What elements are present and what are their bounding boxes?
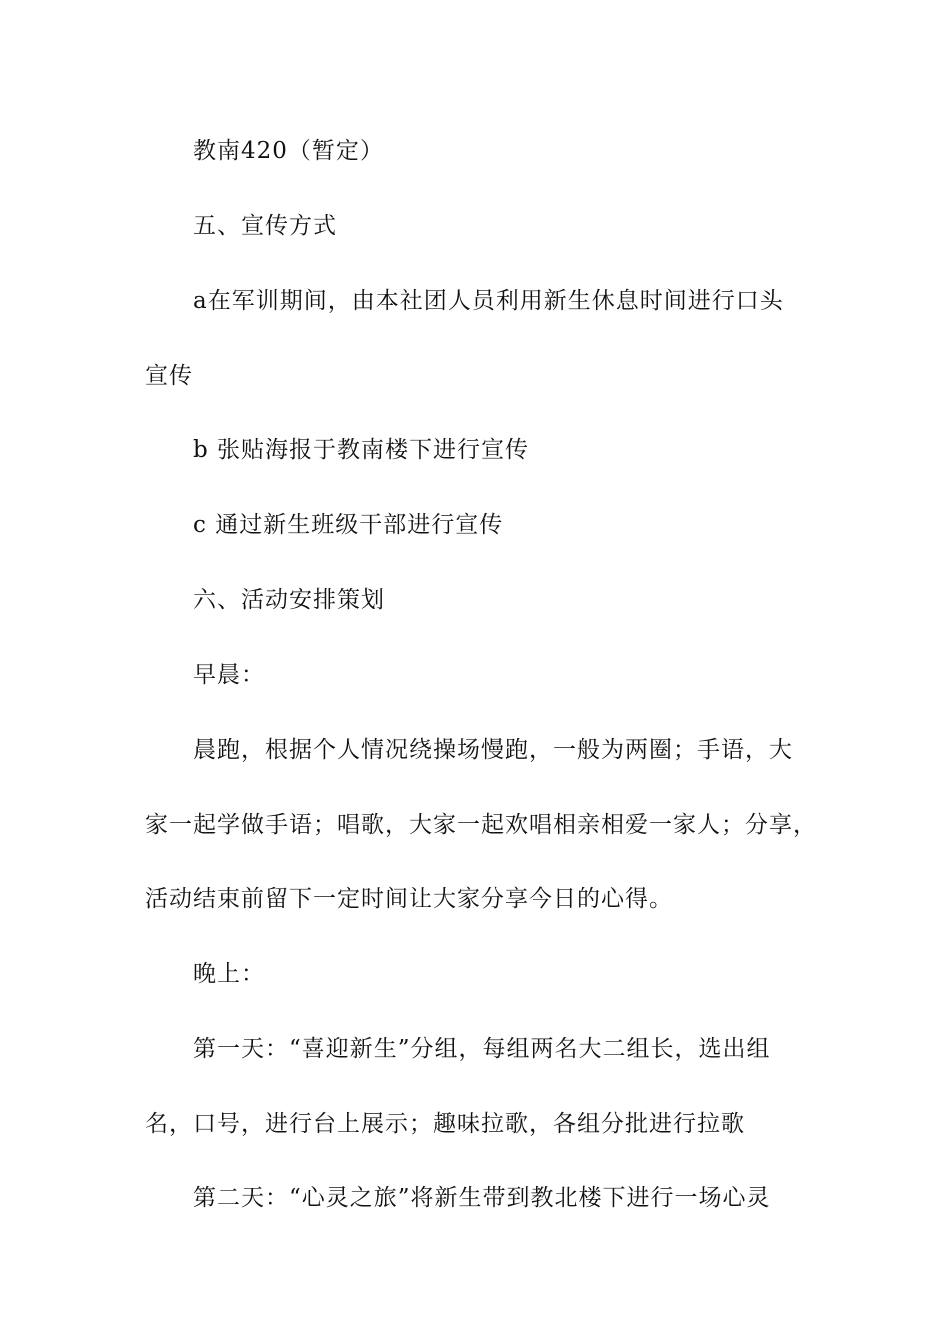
text-line: a在军训期间，由本社团人员利用新生休息时间进行口头 (193, 288, 784, 314)
section-heading: 六、活动安排策划 (193, 587, 385, 613)
text-line: 晨跑，根据个人情况绕操场慢跑，一般为两圈；手语，大 (193, 737, 793, 763)
text-line: 教南420（暂定） (193, 138, 384, 164)
subheading: 晚上： (193, 961, 265, 987)
subheading: 早晨： (193, 662, 265, 688)
section-heading: 五、宣传方式 (193, 213, 337, 239)
text-line: 活动结束前留下一定时间让大家分享今日的心得。 (145, 886, 673, 912)
text-line: b 张贴海报于教南楼下进行宣传 (193, 437, 530, 463)
text-line: 第二天：“心灵之旅”将新生带到教北楼下进行一场心灵 (193, 1185, 771, 1211)
text-line: c 通过新生班级干部进行宣传 (193, 512, 504, 538)
text-line: 名，口号，进行台上展示；趣味拉歌，各组分批进行拉歌 (145, 1111, 745, 1137)
text-line: 家一起学做手语；唱歌，大家一起欢唱相亲相爱一家人；分享， (145, 812, 817, 838)
text-line: 第一天：“喜迎新生”分组，每组两名大二组长，选出组 (193, 1036, 771, 1062)
text-line: 宣传 (145, 363, 193, 389)
